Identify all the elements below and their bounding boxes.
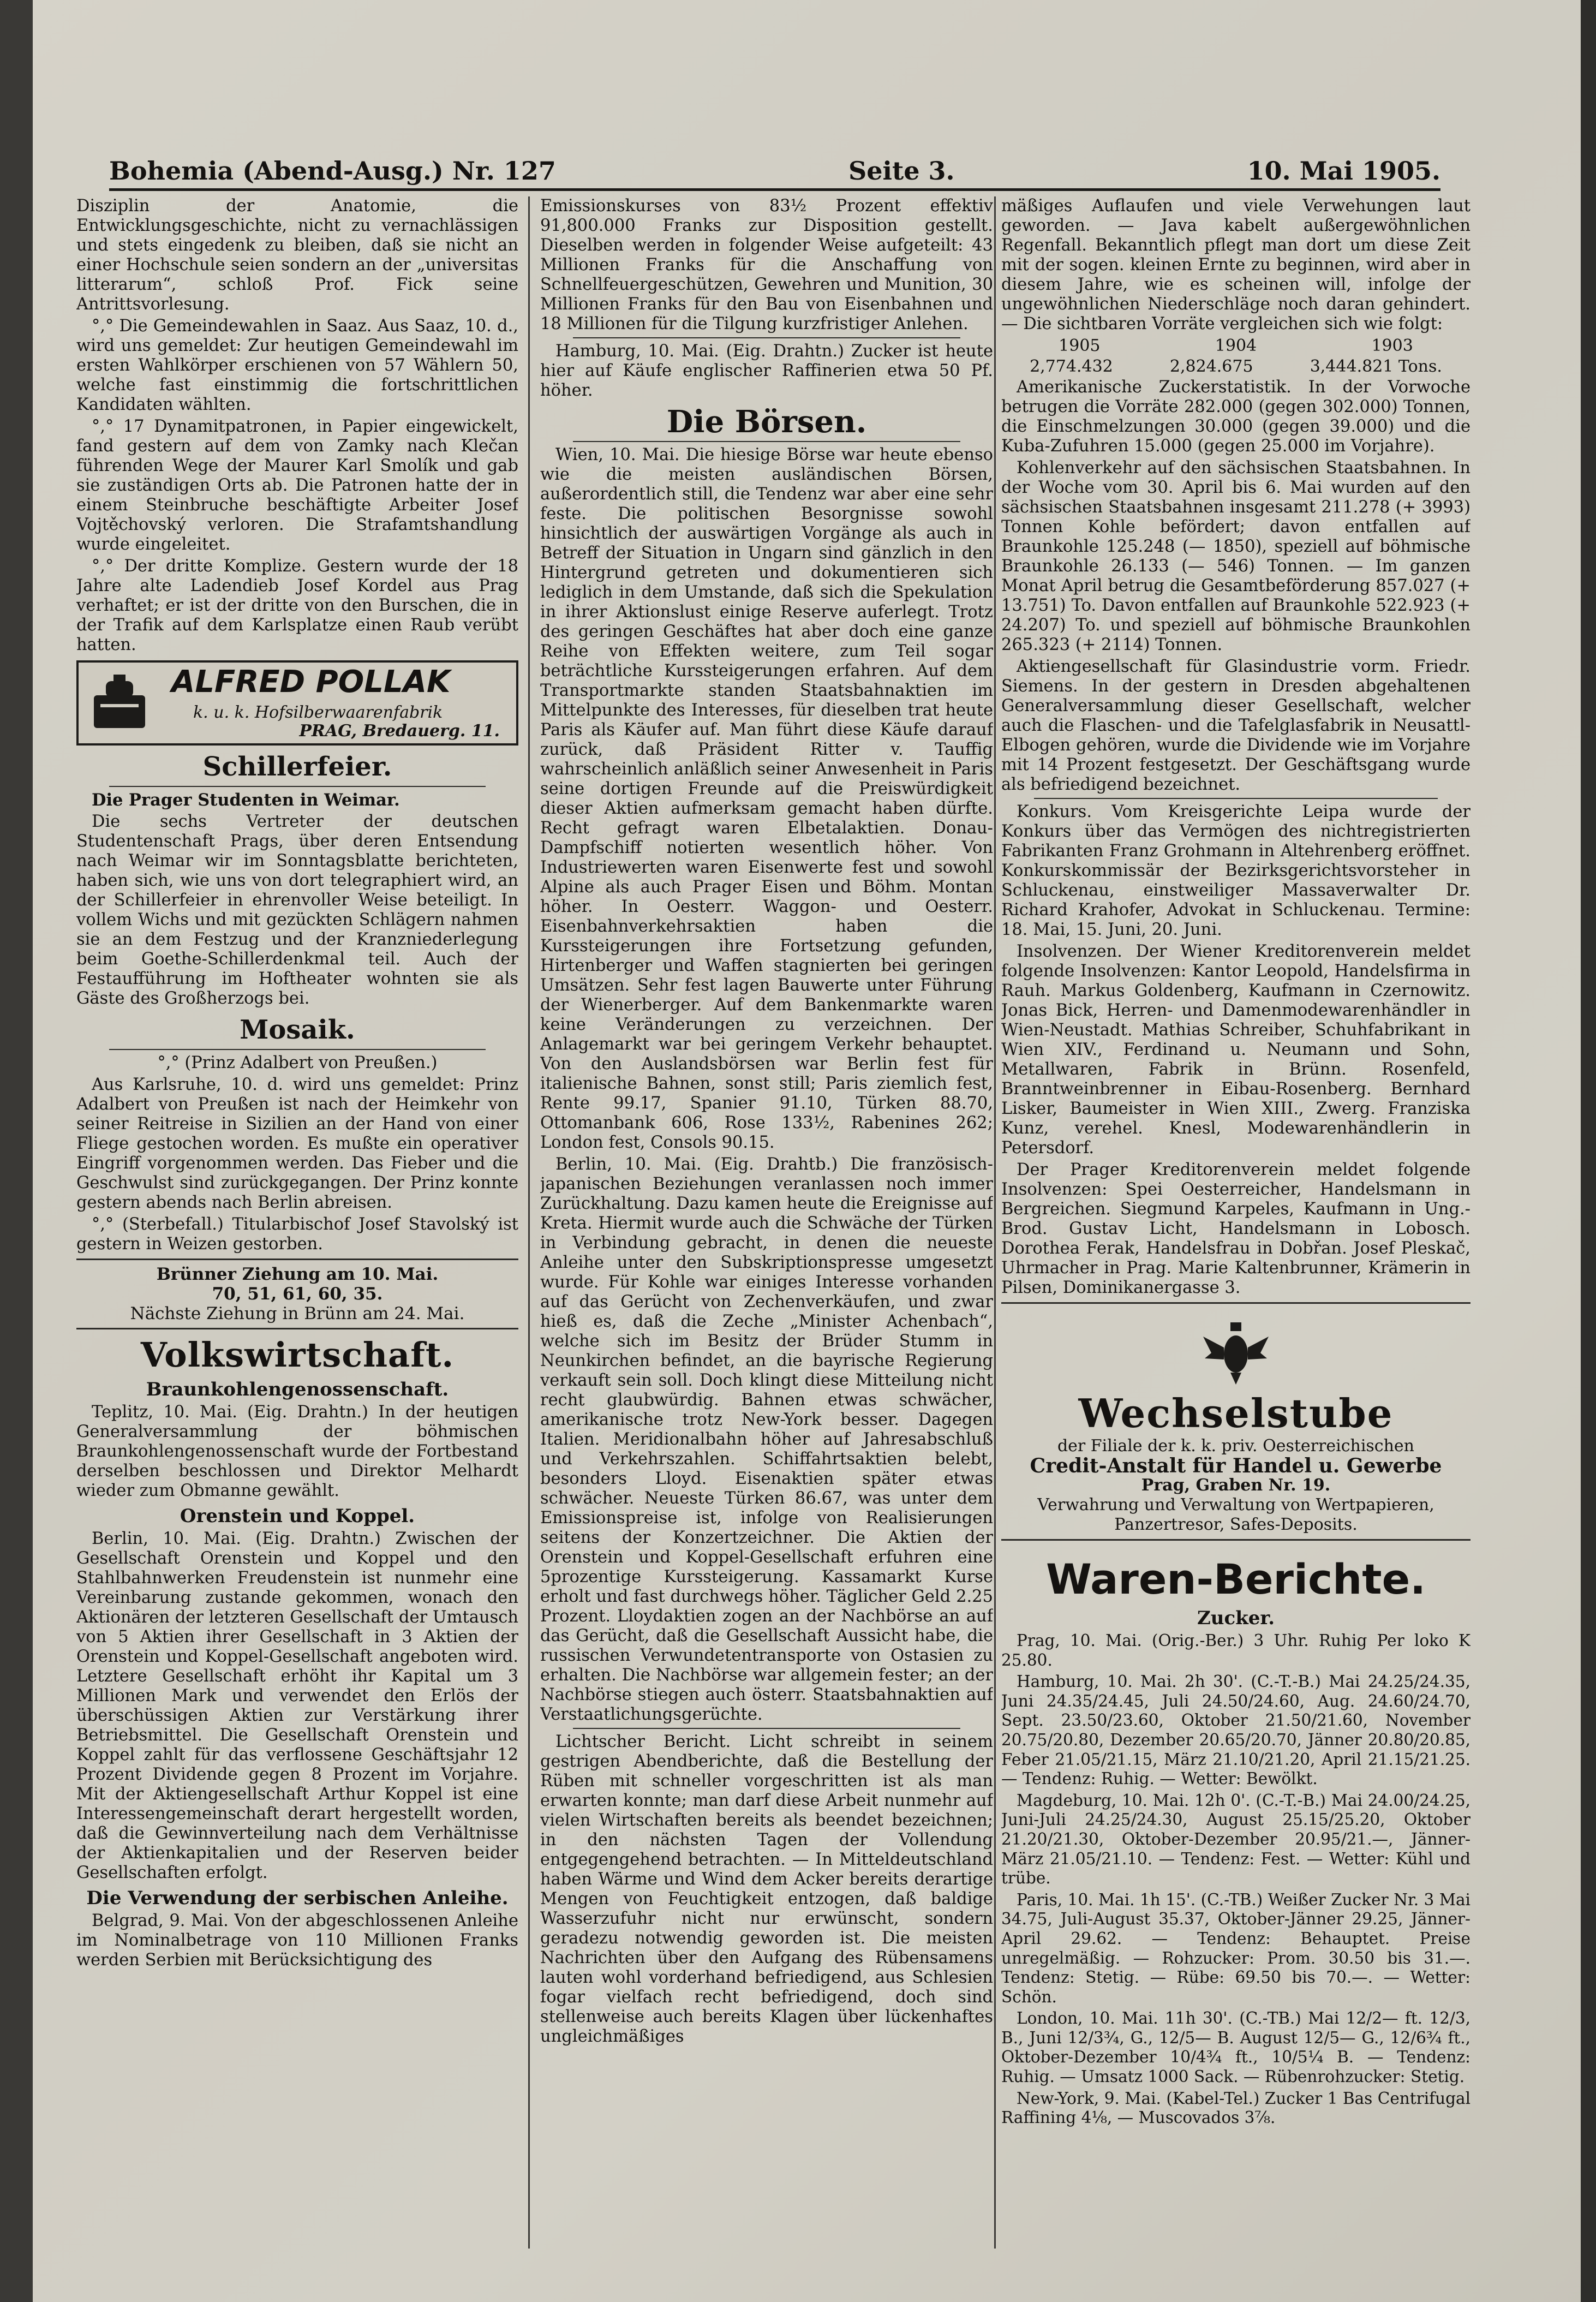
- divider: [109, 786, 486, 787]
- lottery-numbers: 70, 51, 61, 60, 35.: [212, 1284, 383, 1304]
- header-page-number: Seite 3.: [848, 156, 955, 186]
- divider: [1001, 1539, 1471, 1541]
- header-date: 10. Mai 1905.: [1247, 156, 1440, 186]
- ad-company-address: PRAG, Bredauerg. 11.: [299, 721, 500, 741]
- divider: [109, 1049, 486, 1050]
- advertisement-pollak: [76, 660, 518, 746]
- section-heading-boersen: Die Börsen.: [666, 404, 867, 440]
- market-report-prag: Prag, 10. Mai. (Orig.-Ber.) 3 Uhr. Ruhig Per loko K 25.80.: [1001, 1631, 1471, 1669]
- article-berlin-boerse: Berlin, 10. Mai. (Eig. Drahtb.) Die französisch-japanischen Beziehungen veranlassen noch immer Zurückhaltung. Dazu kamen heute die Ereignisse auf Kreta. Hiermit wurde auch die Schwäche der Türken in Verbindung gebracht, in denen die neueste Anleihe unter den Subskriptionspresse umgesetzt wurde. Für Kohle war einiges Interesse vorhanden auf das Gerücht von Zechenverkäufen, und zwar hieß es, daß die Zeche „Minister Achenbach“, welche sich im Besitz der Brüder Stumm in Neunkirchen befindet, an die bayrische Regierung verkauft sein soll. Doch klingt diese Mitteilung nicht recht glaubwürdig. Bahnen etwas schwächer, amerikanische trotz New-York besser. Dagegen Italien. Meridionalbahn höher auf Jahresabschluß und Verkehrszahlen. Schiffahrtsaktien belebt, besonders Lloyd. Eisenaktien später etwas schwächer. Neueste Türken 86.67, was unter dem Emissionspreise ist, infolge von Realisierungen seitens der Konzertzeichner. Die Aktien der Orenstein und Koppel-Gesellschaft erfuhren eine 5prozentige Kurssteigerung. Kassamarkt Kurse erholt und fast durchwegs höher. Täglicher Geld 2.25 Prozent. Lloydaktien zogen an der Nachbörse an auf das Gerücht, daß die Gesellschaft Aussicht habe, die russischen Verwundetentransporte von Ostasien zu erhalten. Die Nachbörse war allgemein fester; an der Nachbörse stiegen auch österr. Staatsbahnaktien auf Verstaatlichungsgerüchte.: [540, 1155, 993, 1724]
- article-siemens: Aktiengesellschaft für Glasindustrie vorm. Friedr. Siemens. In der gestern in Dresden abgehaltenen Generalversammlung dieser Gesellschaft, welcher auch die Flaschen- und die Tafelglasfabrik in Neusattl-Elbogen gehören, wurde die Dividende wie im Vorjahre mit 14 Prozent festgesetzt. Der Geschäftsgang wurde als befriedigend bezeichnet.: [1001, 657, 1471, 794]
- divider: [1034, 798, 1438, 799]
- section-heading-mosaik: Mosaik.: [240, 1015, 355, 1045]
- ad-line: Verwahrung und Verwaltung von Wertpapieren,: [1037, 1495, 1434, 1514]
- ad-line: der Filiale der k. k. priv. Oesterreichischen: [1057, 1436, 1415, 1456]
- market-report-newyork: New-York, 9. Mai. (Kabel-Tel.) Zucker 1 Bas Centrifugal Raffining 4⅛, — Muscovados 3⅞.: [1001, 2089, 1471, 2127]
- section-heading-warenberichte: Waren-Berichte.: [1046, 1555, 1426, 1603]
- article-konkurs: Konkurs. Vom Kreisgerichte Leipa wurde der Konkurs über das Vermögen des nichtregistrierten Fabrikanten Franz Grohmann in Altehrenberg eröffnet. Konkurskommissär der Bezirksgerichtsvorsteher in Schluckenau, einstweiliger Massaverwalter Dr. Richard Krahofer, Advokat in Schluckenau. Termine: 18. Mai, 15. Juni, 20. Juni.: [1001, 802, 1471, 939]
- article-gemeindewahlen: °,° Die Gemeindewahlen in Saaz. Aus Saaz, 10. d., wird uns gemeldet: Zur heutigen Gemeindewahl im ersten Wahlkörper erschienen von 57 Wählern 50, welche fast einstimmig die fortschrittlichen Kandidaten wählten.: [76, 317, 518, 414]
- ad-company-name: ALFRED POLLAK: [171, 664, 451, 700]
- market-report-magdeburg: Magdeburg, 10. Mai. 12h 0'. (C.-T.-B.) Mai 24.00/24.25, Juni-Juli 24.25/24.30, August 25.15/25.20, Oktober 21.20/21.30, Oktober-Dezember 20.95/21.—, Jänner-März 21.05/21.10. — Tendenz: Fest. — Wetter: Kühl und trübe.: [1001, 1791, 1471, 1888]
- year-cell: 1905: [1059, 336, 1101, 355]
- scan-edge-left: [0, 0, 33, 2302]
- stock-values-row: [1001, 357, 1471, 377]
- divider: [1001, 1302, 1471, 1304]
- market-report-paris: Paris, 10. Mai. 1h 15'. (C.-TB.) Weißer Zucker Nr. 3 Mai 34.75, Juli-August 35.37, Oktober-Jänner 29.25, Jänner-April 29.62. — Tendenz: Behauptet. Preise unregelmäßig. — Rohzucker: Prom. 30.50 bis 31.—. Tendenz: Stetig. — Rübe: 69.50 bis 70.—. — Wetter: Schön.: [1001, 1890, 1471, 2006]
- article-hamburg: Hamburg, 10. Mai. (Eig. Drahtn.) Zucker ist heute hier auf Käufe englischer Raffinerien etwa 50 Pf. höher.: [540, 342, 993, 400]
- divider: [76, 1259, 518, 1260]
- article-headline: Die Prager Studenten in Weimar.: [92, 790, 400, 810]
- subheading-orenstein: Orenstein und Koppel.: [180, 1505, 415, 1527]
- subheading-serbische-anleihe: Die Verwendung der serbischen Anleihe.: [86, 1887, 509, 1909]
- ad-bank-name: Credit-Anstalt für Handel u. Gewerbe: [1030, 1454, 1442, 1477]
- article-headline: °,° (Prinz Adalbert von Preußen.): [157, 1053, 438, 1072]
- market-report-london: London, 10. Mai. 11h 30'. (C.-TB.) Mai 12/2— ft. 12/3, B., Juni 12/3¾, G., 12/5— B. August 12/5— G., 12/6¾ ft., Oktober-Dezember 10/4¾ ft., 10/5¼ B. — Tendenz: Ruhig. — Umsatz 1000 Sack. — Rübenrohzucker: Stetig.: [1001, 2009, 1471, 2086]
- article-sterbefall: °,° (Sterbefall.) Titularbischof Josef Stavolský ist gestern in Weizen gestorben.: [76, 1215, 518, 1254]
- article-braunkohle: Teplitz, 10. Mai. (Eig. Drahtn.) In der heutigen Generalversammlung der böhmischen Braunkohlengenossenschaft wurde der Fortbestand derselben beschlossen und Direktor Melhardt wieder zum Obmanne gewählt.: [76, 1403, 518, 1500]
- year-cell: 1903: [1371, 336, 1413, 355]
- article-kohlenverkehr: Kohlenverkehr auf den sächsischen Staatsbahnen. In der Woche vom 30. April bis 6. Mai wurden auf den sächsischen Staatsbahnen insgesamt 211.278 (+ 3993) Tonnen Kohle befördert; davon entfallen auf Braunkohle 125.248 (— 1850), speziell auf böhmische Braunkohle 26.133 (— 546) Tonnen. — Im ganzen Monat April betrug die Gesamtbeförderung 857.027 (+ 13.751) To. Davon entfallen auf Braunkohle 522.923 (+ 24.207) To. und speziell auf böhmische Braunkohlen 265.323 (+ 2114) Tonnen.: [1001, 458, 1471, 654]
- article-prinz-adalbert: Aus Karlsruhe, 10. d. wird uns gemeldet: Prinz Adalbert von Preußen ist nach der Heimkehr von seiner Reitreise in Sizilien an der Hand von einer Fliege gestochen worden. Es mußte ein operativer Eingriff vorgenommen werden. Das Fieber und die Geschwulst sind zurückgegangen. Der Prinz konnte gestern abends nach Berlin abreisen.: [76, 1075, 518, 1212]
- article-wien-boerse: Wien, 10. Mai. Die hiesige Börse war heute ebenso wie die meisten ausländischen Börsen, außerordentlich still, die Tendenz war aber eine sehr feste. Die politischen Besorgnisse sowohl hinsichtlich der auswärtigen Vorgänge als auch in Betreff der Situation in Ungarn sind gänzlich in den Hintergrund getreten und dokumentieren sich lediglich in dem Umstande, daß sich die Spekulation in ihrer Aktionslust einige Reserve auferlegt. Trotz des geringen Geschäftes hat aber doch eine ganze Reihe von Effekten weitere, zum Teil sogar beträchtliche Kurssteigerungen erfahren. Auf dem Transportmarkte standen Staatsbahnaktien im Mittelpunkte des Interesses, für dieselben trat heute Paris als Käufer auf. Man führt diese Käufe darauf zurück, daß Präsident Ritter v. Tauffig wahrscheinlich anläßlich seiner Anwesenheit in Paris seine dortigen Freunde auf die Preiswürdigkeit dieser Aktien aufmerksam gemacht haben dürfte. Recht gefragt waren Elbetalaktien. Donau-Dampfschiff notierten wesentlich höher. Von Industriewerten waren Eisenwerte fest und sowohl Alpine als auch Prager Eisen und Böhm. Montan höher. In Oesterr. Waggon- und Oesterr. Eisenbahnverkehrsaktien haben die Kurssteigerungen ihre Fortsetzung gefunden, Hirtenberger und Waffen stagnierten bei geringen Umsätzen. Sehr fest lagen Bauwerte unter Führung der Wienerberger. Auf dem Bankenmarkte waren keine Veränderungen zu verzeichnen. Der Anlagemarkt war bei geringem Verkehr behauptet. Von den Auslandsbörsen war Berlin fest für italienische Bahnen, sonst still; Paris ziemlich fest, Rente 99.17, Spanier 91.10, Türken 88.70, Ottomanbank 606, Rose 133½, Rabenines 262; London fest, Consols 90.15.: [540, 445, 993, 1152]
- article-prager-insolvenzen: Der Prager Kreditorenverein meldet folgende Insolvenzen: Spei Oesterreicher, Handelsmann in Bergreichen. Siegmund Karpeles, Kaufmann in Ung.-Brod. Gustav Licht, Handelsmann in Lobosch. Dorothea Ferak, Handelsfrau in Dobřan. Josef Pleskač, Uhrmacher in Prag. Marie Kaltenbrunner, Krämerin in Pilsen, Dominikanergasse 3.: [1001, 1160, 1471, 1297]
- stock-cell: 3,444.821 Tons.: [1310, 357, 1442, 376]
- article-orenstein: Berlin, 10. Mai. (Eig. Drahtn.) Zwischen der Gesellschaft Orenstein und Koppel und den Stahlbahnwerken Freudenstein ist nunmehr eine Vereinbarung zustande gekommen, wonach den Aktionären der letzteren Gesellschaft der Umtausch von 5 Aktien ihrer Gesellschaft in 3 Aktien der Orenstein und Koppel-Gesellschaft angeboten wird. Letztere Gesellschaft erhöht ihr Kapital um 3 Millionen Mark und verwendet den Erlös der überschüssigen Aktien zur Verstärkung ihrer Betriebsmittel. Die Gesellschaft Orenstein und Koppel zahlt für das verflossene Geschäftsjahr 12 Prozent Dividende gegen 8 Prozent im Vorjahre. Mit der Aktiengesellschaft Arthur Koppel ist eine Interessengemeinschaft derart hergestellt worden, daß die Gewinnverteilung nach dem Verhältnisse der Aktienkapitalien und der Reserven beider Gesellschaften erfolgt.: [76, 1529, 518, 1882]
- subheading-zucker: Zucker.: [1197, 1607, 1275, 1629]
- header-rule: [109, 188, 1440, 191]
- stock-cell: 2,824.675: [1169, 357, 1253, 376]
- article-insolvenzen: Insolvenzen. Der Wiener Kreditorenverein meldet folgende Insolvenzen: Kantor Leopold, Handelsfirma in Rauh. Markus Goldenberg, Kaufmann in Czernowitz. Jonas Bick, Herren- und Damenmodewarenhändler in Wien-Neustadt. Mathias Schreiber, Schuhfabrikant in Wien XIV., Ferdinand u. Neumann und Sohn, Metallwaren, Fabrik in Brünn. Rosenfeld, Branntweinbrenner in Eibau-Rosenberg. Bernhard Lisker, Baumeister in Wien XIII., Zwerg. Franziska Kunz, verehel. Knesl, Modewarenhändlerin in Petersdorf.: [1001, 942, 1471, 1158]
- lottery-next: Nächste Ziehung in Brünn am 24. Mai.: [130, 1304, 465, 1323]
- lottery-results: [76, 1265, 518, 1323]
- page-header: [109, 152, 1440, 190]
- article-zucker-vorraete: mäßiges Auflaufen und viele Verwehungen laut geworden. — Java kabelt außergewöhnlichen Regenfall. Bekanntlich pflegt man dort um diese Zeit mit der sogen. kleinen Ernte zu beginnen, wird aber in diesem Jahre, wie es scheinen will, infolge der ungewöhnlichen Niederschläge noch daran gehindert. — Die sichtbaren Vorräte vergleichen sich wie folgt:: [1001, 196, 1471, 333]
- article-komplize: °,° Der dritte Komplize. Gestern wurde der 18 Jahre alte Ladendieb Josef Kordel aus Prag verhaftet; er ist der dritte von den Burschen, die in der Trafik auf dem Karlsplatze einen Raub verübt hatten.: [76, 557, 518, 654]
- stock-cell: 2,774.432: [1030, 357, 1113, 376]
- column-1: [76, 196, 518, 2265]
- subheading-braunkohle: Braunkohlengenossenschaft.: [146, 1379, 449, 1400]
- scan-edge-right: [1581, 0, 1596, 2302]
- advertisement-wechselstube: [1001, 1320, 1471, 1535]
- ad-company-type: k. u. k. Hofsilberwaarenfabrik: [193, 703, 443, 722]
- column-separator: [994, 196, 996, 2249]
- column-separator: [528, 196, 530, 2249]
- divider: [573, 337, 960, 338]
- header-masthead: Bohemia (Abend-Ausg.) Nr. 127: [109, 156, 556, 186]
- article-serbische-anleihe: Belgrad, 9. Mai. Von der abgeschlossenen Anleihe im Nominalbetrage von 110 Millionen Franks werden Serbien mit Berücksichtigung des: [76, 1911, 518, 1970]
- article-lichtscher-bericht: Lichtscher Bericht. Licht schreibt in seinem gestrigen Abendberichte, daß die Bestellung der Rüben mit schneller vorgeschritten ist als man erwarten konnte; man darf diese Arbeit nunmehr auf vielen Wirtschaften bereits als beendet bezeichnen; in den nächsten Tagen der Vollendung entgegengehend betrachten. — In Mitteldeutschland haben Wärme und Wind dem Acker bereits derartige Mengen von Feuchtigkeit entzogen, daß baldige Wasserzufuhr nicht nur erwünscht, sondern geradezu notwendig geworden ist. Die meisten Nachrichten über den Aufgang des Rübensamens lauten wohl vorderhand befriedigend, aus Schlesien fogar vielfach recht befriedigend, doch sind stellenweise auch bereits Klagen über lückenhaftes ungleichmäßiges: [540, 1732, 993, 2046]
- divider: [573, 1728, 960, 1729]
- year-cell: 1904: [1215, 336, 1257, 355]
- column-2: [540, 196, 993, 2265]
- ad-wechselstube-title: Wechselstube: [1078, 1390, 1394, 1436]
- article-text: Disziplin der Anatomie, die Entwicklungsgeschichte, nicht zu vernachlässigen und stets eingedenk zu bleiben, daß sie nicht an einer Hochschule seien sondern an der „universitas litterarum“, schloß Prof. Fick seine Antrittsvorlesung.: [76, 196, 518, 314]
- divider: [76, 1328, 518, 1329]
- ad-address: Prag, Graben Nr. 19.: [1141, 1476, 1331, 1495]
- article-schiller: Die sechs Vertreter der deutschen Studentenschaft Prags, über deren Entsendung nach Weimar wir im Sonntagsblatte berichteten, haben sich, wie uns von dort telegraphiert wird, an der Schillerfeier in ehrenvoller Weise beteiligt. In vollem Wichs und mit gezückten Schlägern nahmen sie an dem Festzug und der Kranzniederlegung beim Goethe-Schillerdenkmal teil. Auch der Festaufführung im Hoftheater wohnten sie als Gäste des Großherzogs bei.: [76, 812, 518, 1008]
- ad-line: Panzertresor, Safes-Deposits.: [1114, 1515, 1358, 1534]
- silverware-icon: [89, 673, 150, 732]
- article-amerikanische-zuckerstatistik: Amerikanische Zuckerstatistik. In der Vorwoche betrugen die Vorräte 282.000 (gegen 302.000) Tonnen, die Einschmelzungen 30.000 (gegen 39.000) und die Kuba-Zufuhren 15.000 (gegen 25.000 im Vorjahre).: [1001, 378, 1471, 456]
- section-heading-schillerfeier: Schillerfeier.: [202, 752, 392, 782]
- section-heading-volkswirtschaft: Volkswirtschaft.: [140, 1335, 455, 1375]
- column-3: [1001, 196, 1471, 2265]
- stock-years-row: [1001, 336, 1471, 356]
- divider: [573, 441, 960, 442]
- eagle-emblem-icon: [1200, 1320, 1271, 1386]
- article-emission: Emissionskurses von 83½ Prozent effektiv 91,800.000 Franks zur Disposition gestellt. Dieselben werden in folgender Weise aufgeteilt: 43 Millionen Franks für die Anschaffung von Schnellfeuergeschützen, Gewehren und Munition, 30 Millionen Franks für den Bau von Eisenbahnen und 18 Millionen für die Tilgung kurzfristiger Anlehen.: [540, 196, 993, 333]
- lottery-title: Brünner Ziehung am 10. Mai.: [156, 1265, 439, 1284]
- market-report-hamburg: Hamburg, 10. Mai. 2h 30'. (C.-T.-B.) Mai 24.25/24.35, Juni 24.35/24.45, Juli 24.50/24.60, Aug. 24.60/24.70, Sept. 23.50/23.60, Oktober 21.50/21.60, November 20.75/20.80, Dezember 20.65/20.70, Jänner 20.80/20.85, Feber 21.05/21.15, März 21.10/21.20, April 21.15/21.25. — Tendenz: Ruhig. — Wetter: Bewölkt.: [1001, 1672, 1471, 1788]
- article-dynamitpatronen: °,° 17 Dynamitpatronen, in Papier eingewickelt, fand gestern auf dem von Zamky nach Klečan führenden Wege der Maurer Karl Smolík und gab sie zuständigen Orts ab. Die Patronen hatte der in einem Steinbruche beschäftigte Arbeiter Josef Vojtěchovský verloren. Die Strafamtshandlung wurde eingeleitet.: [76, 417, 518, 554]
